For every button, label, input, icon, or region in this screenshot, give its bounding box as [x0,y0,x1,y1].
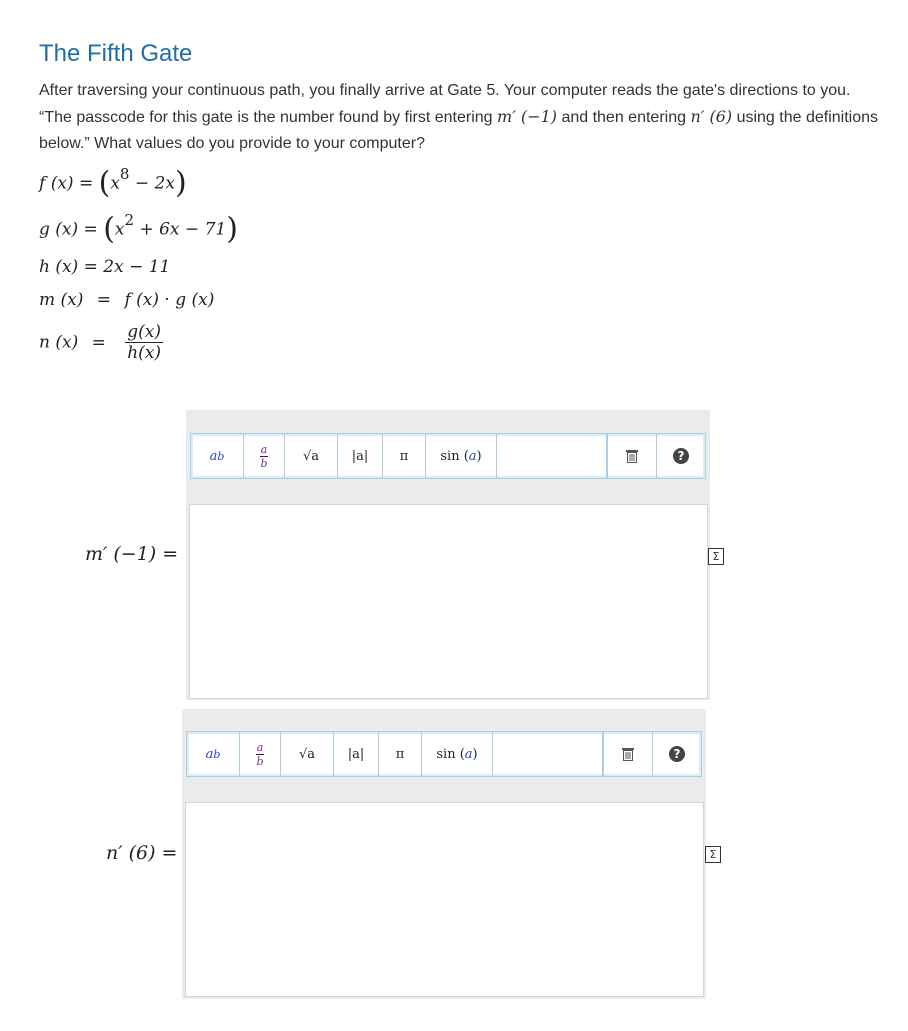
toolbar-spacer [497,434,607,478]
sqrt-label: √a [302,448,320,464]
definition-g-rest: + 6x − 71 [139,219,227,240]
help-button[interactable] [657,434,705,478]
sin-label: sin [440,448,460,464]
definition-n-equals: = [91,332,106,353]
intro-part2: and then entering [557,109,691,126]
definition-f-rest: − 2x [134,173,175,194]
definition-n-numerator: g(x) [127,322,162,342]
pi-label: π [395,746,405,762]
power-exponent: b [213,747,221,761]
definition-n [39,322,163,363]
abs-label: |a| [347,746,365,762]
definition-h: h (x) = 2x − 11 [39,257,171,277]
sigma-icon[interactable]: Σ [705,846,721,863]
sqrt-button[interactable] [285,434,338,478]
definition-n-denominator: h(x) [127,343,162,363]
fraction-button[interactable] [240,732,281,776]
function-definitions [39,0,439,400]
answer-input-m-prime[interactable] [189,504,708,699]
help-icon: ? [673,448,689,464]
trash-icon [622,747,634,761]
sigma-icon[interactable]: Σ [708,548,724,565]
help-icon: ? [669,746,685,762]
trash-icon [626,449,638,463]
sin-arg: a [468,448,477,464]
definition-f-exponent: 8 [119,165,130,183]
answer-label-m-prime: m′ (−1) = [85,543,179,565]
sqrt-label: √a [298,746,316,762]
trash-button[interactable] [603,732,653,776]
sqrt-button[interactable] [281,732,334,776]
power-base: a [209,448,218,464]
definition-m [39,290,214,310]
toolbar-spacer [493,732,603,776]
pi-button[interactable] [383,434,426,478]
intro-part3: using the definitions below.” What values do you provide to your computer? [39,109,878,152]
fraction-numerator: a [260,442,268,456]
power-button[interactable] [187,732,240,776]
fraction-denominator: b [256,754,264,768]
definition-g-base: x [114,219,125,240]
fraction-button[interactable] [244,434,285,478]
math-toolbar-2 [186,731,702,777]
definition-m-rhs: f (x) · g (x) [124,290,215,310]
definition-g-exponent: 2 [124,211,135,229]
m-prime-expression: m′ (−1) [497,107,557,126]
sin-button[interactable]: sin ( a ) [422,732,493,776]
definition-m-equals: = [96,290,112,310]
fraction-denominator: b [260,456,268,470]
definition-n-lhs: n (x) [39,332,79,353]
definition-f-base: x [110,173,120,194]
sin-label: sin [436,746,456,762]
sin-arg: a [464,746,473,762]
abs-button[interactable] [334,732,379,776]
definition-n-fraction [125,322,163,363]
n-prime-expression: n′ (6) [690,107,733,126]
power-exponent: b [217,449,225,463]
help-button[interactable] [653,732,701,776]
fraction-numerator: a [256,740,264,754]
abs-button[interactable] [338,434,383,478]
power-base: a [205,746,214,762]
definition-f-lhs: f (x) = [39,173,94,194]
page-title: The Fifth Gate [39,40,193,67]
abs-label: |a| [351,448,369,464]
sin-button[interactable]: sin ( a ) [426,434,497,478]
definition-g-lhs: g (x) = [39,219,98,240]
definition-g: g $(x) = (x^2 + 6x - 71)$ [39,211,238,247]
answer-label-n-prime: n′ (6) = [106,842,178,864]
answer-input-n-prime[interactable] [185,802,704,997]
pi-label: π [399,448,409,464]
trash-button[interactable] [607,434,657,478]
pi-button[interactable] [379,732,422,776]
definition-m-lhs: m (x) [39,290,84,310]
power-button[interactable] [191,434,244,478]
intro-part1: After traversing your continuous path, you finally arrive at Gate 5. Your computer reads the gate's directions to you. “The passcode for this gate is the number found by first entering [39,82,851,126]
definition-f: f $(x) = (x^8 - 2x)$ [39,165,187,201]
math-toolbar-1 [190,433,706,479]
